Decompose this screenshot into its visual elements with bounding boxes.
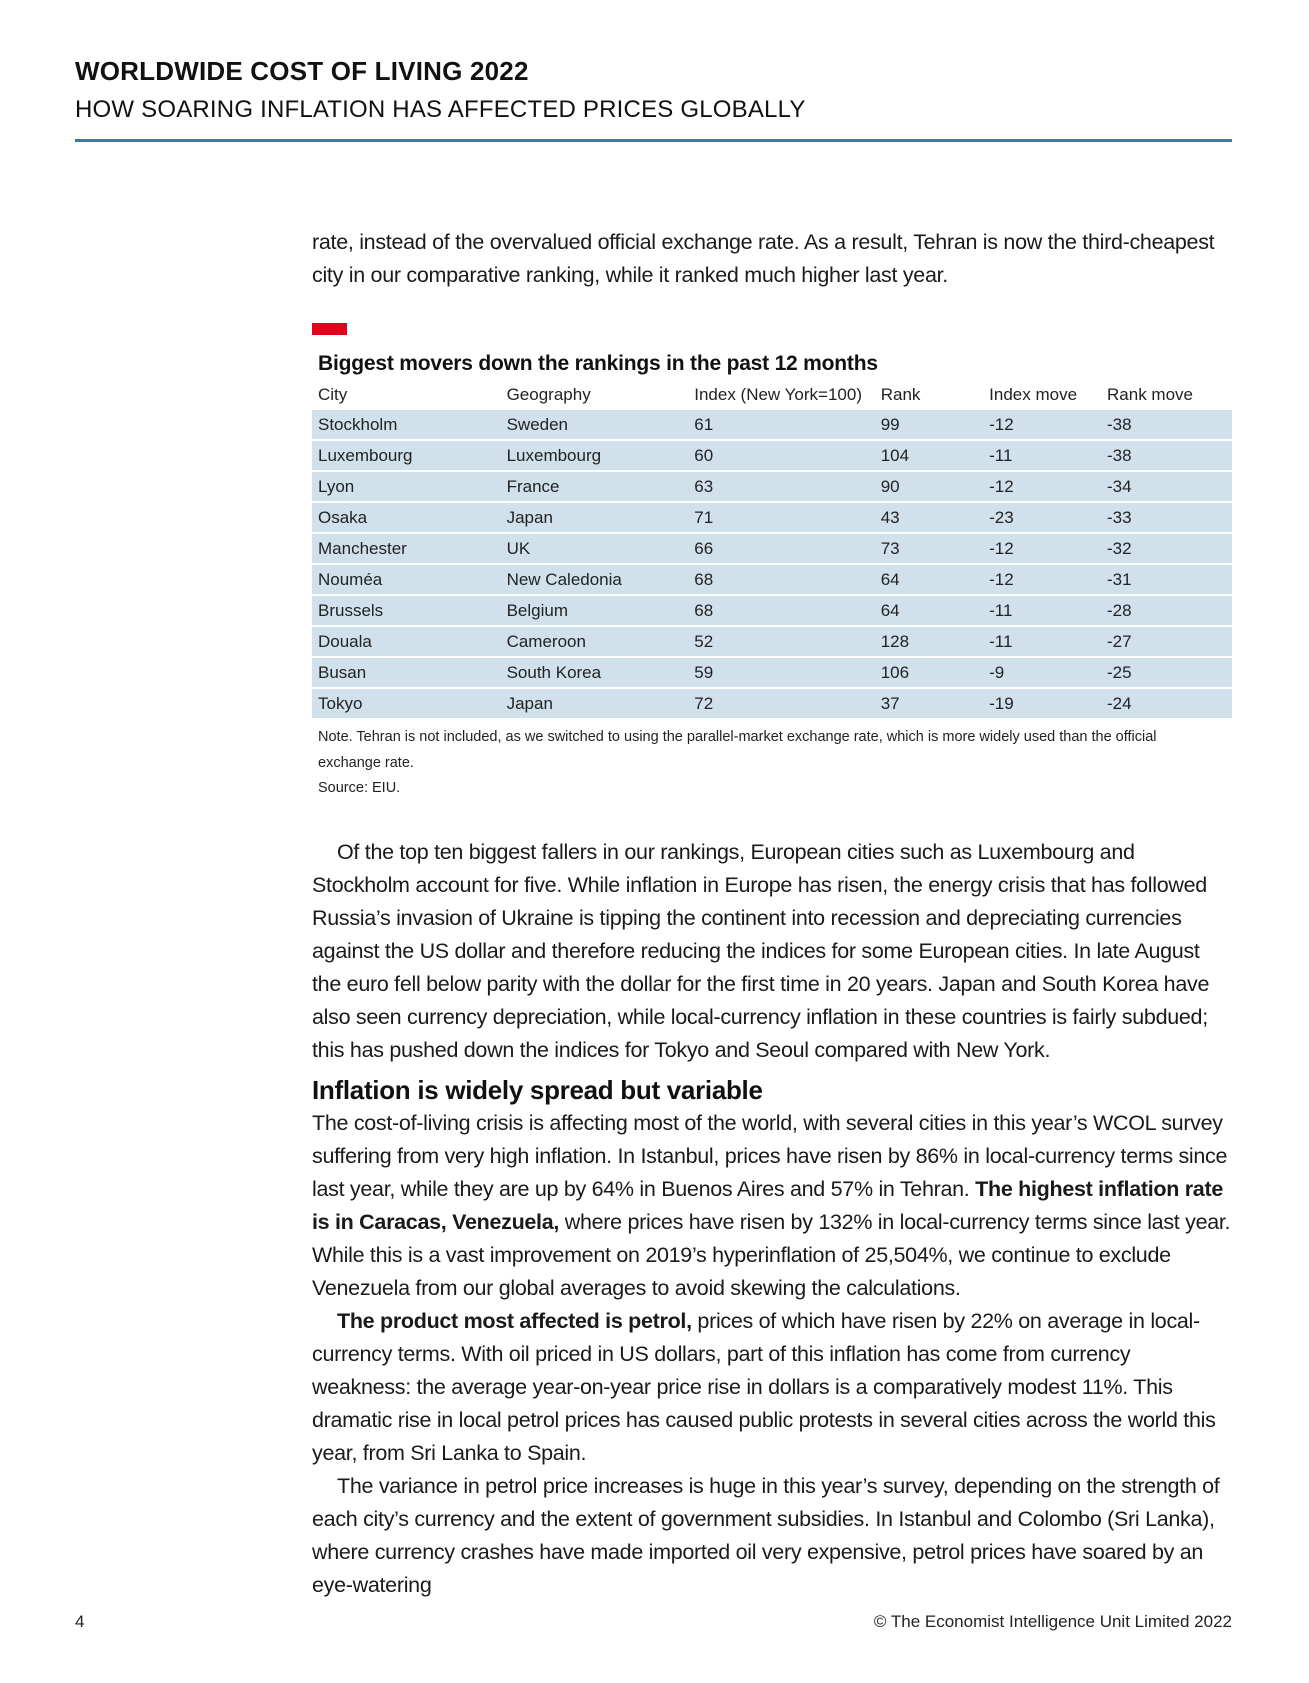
table-cell: 64 — [875, 564, 983, 595]
table-cell: Japan — [501, 502, 689, 533]
table-cell: Douala — [312, 626, 501, 657]
page-number: 4 — [75, 1612, 85, 1631]
table-cell: Manchester — [312, 533, 501, 564]
table-row — [312, 564, 1232, 595]
table-row — [312, 533, 1232, 564]
table-cell: 68 — [688, 564, 874, 595]
table-cell: Osaka — [312, 502, 501, 533]
table-cell: Busan — [312, 657, 501, 688]
table-cell: 43 — [875, 502, 983, 533]
table-cell: 52 — [688, 626, 874, 657]
table-row — [312, 657, 1232, 688]
table-cell: -24 — [1101, 688, 1232, 719]
table-cell: -31 — [1101, 564, 1232, 595]
table-row — [312, 502, 1232, 533]
table-row — [312, 440, 1232, 471]
table-cell: -25 — [1101, 657, 1232, 688]
table-cell: -33 — [1101, 502, 1232, 533]
table-cell: 37 — [875, 688, 983, 719]
table-cell: 71 — [688, 502, 874, 533]
table-cell: Luxembourg — [312, 440, 501, 471]
table-cell: -28 — [1101, 595, 1232, 626]
column-header: City — [318, 385, 348, 404]
table-cell: -12 — [983, 471, 1101, 502]
chart-marker — [312, 323, 347, 335]
paragraph-text: The cost-of-living crisis is affecting most of the world, with several cities in this year’s WCOL survey suffering from very high inflation. In Istanbul, prices have risen by 86% in local-currency terms since last year, while they are up by 64% in Buenos Aires and 57% in Tehran. — [312, 1111, 1228, 1201]
table-cell: Tokyo — [312, 688, 501, 719]
paragraph-text: prices of which have risen by 22% on average in local-currency terms. With oil priced in US dollars, part of this inflation has come from currency weakness: the average year-on-year price rise in dollars is a comparatively modest 11%. This dramatic rise in local petrol prices has caused public protests in several cities across the world this year, from Sri Lanka to Spain. — [312, 1309, 1216, 1465]
table-cell: 99 — [875, 410, 983, 440]
table-cell: 59 — [688, 657, 874, 688]
section-heading: Inflation is widely spread but variable — [312, 1075, 763, 1105]
table-row — [312, 410, 1232, 440]
intro-paragraph: rate, instead of the overvalued official exchange rate. As a result, Tehran is now the third-cheapest city in our comparative ranking, while it ranked much higher last year. — [312, 230, 1215, 287]
paragraph-fallers: Of the top ten biggest fallers in our rankings, European cities such as Luxembourg and Stockholm account for five. While inflation in Europe has risen, the energy crisis that has followed Russia’s invasion of Ukraine is tipping the continent into recession and depreciating currencies against the US dollar and therefore reducing the indices for some European cities. In late August the euro fell below parity with the dollar for the first time in 20 years. Japan and South Korea have also seen currency depreciation, while local-currency inflation in these countries is fairly subdued; this has pushed down the indices for Tokyo and Seoul compared with New York. — [312, 840, 1210, 1062]
table-cell: Belgium — [501, 595, 689, 626]
table-cell: -27 — [1101, 626, 1232, 657]
table-cell: -23 — [983, 502, 1101, 533]
table-cell: Brussels — [312, 595, 501, 626]
table-note: Note. Tehran is not included, as we switched to using the parallel-market exchange rate, which is more widely used than the official exchange rate. — [318, 729, 1157, 771]
column-header: Index (New York=100) — [694, 385, 862, 404]
table-cell: -38 — [1101, 410, 1232, 440]
table-source: Source: EIU. — [318, 780, 401, 796]
column-header: Rank move — [1107, 385, 1193, 404]
table-cell: -11 — [983, 595, 1101, 626]
table-cell: Nouméa — [312, 564, 501, 595]
table-cell: New Caledonia — [501, 564, 689, 595]
bold-highlight: The highest inflation rate is in Caracas, Venezuela, — [312, 1177, 1223, 1234]
table-cell: 64 — [875, 595, 983, 626]
table-cell: 63 — [688, 471, 874, 502]
report-title: WORLDWIDE COST OF LIVING 2022 — [75, 56, 529, 86]
table-cell: Stockholm — [312, 410, 501, 440]
table-cell: -12 — [983, 410, 1101, 440]
table-cell: -38 — [1101, 440, 1232, 471]
column-header: Geography — [506, 385, 591, 404]
table-cell: 73 — [875, 533, 983, 564]
table-header-row — [312, 380, 1232, 410]
table-row — [312, 688, 1232, 719]
table-cell: -32 — [1101, 533, 1232, 564]
intro-block — [312, 226, 1232, 292]
table-cell: -34 — [1101, 471, 1232, 502]
copyright: © The Economist Intelligence Unit Limited 2022 — [873, 1612, 1232, 1631]
bold-highlight: The product most affected is petrol, — [337, 1309, 692, 1333]
table-cell: -12 — [983, 564, 1101, 595]
table-cell: Cameroon — [501, 626, 689, 657]
table-cell: 128 — [875, 626, 983, 657]
table-title: Biggest movers down the rankings in the past 12 months — [318, 352, 878, 375]
table-cell: 72 — [688, 688, 874, 719]
table-cell: -9 — [983, 657, 1101, 688]
table-cell: -11 — [983, 440, 1101, 471]
column-header: Index move — [989, 385, 1078, 404]
table-cell: South Korea — [501, 657, 689, 688]
table-row — [312, 626, 1232, 657]
table-cell: -19 — [983, 688, 1101, 719]
table-cell: 104 — [875, 440, 983, 471]
table-cell: France — [501, 471, 689, 502]
column-header: Rank — [880, 385, 921, 404]
movers-table — [312, 380, 1232, 720]
table-row — [312, 471, 1232, 502]
table-cell: UK — [501, 533, 689, 564]
table-cell: Japan — [501, 688, 689, 719]
table-cell: 68 — [688, 595, 874, 626]
paragraph-inflation — [312, 1107, 1232, 1305]
header-divider — [75, 139, 1232, 142]
table-row — [312, 595, 1232, 626]
table-cell: 90 — [875, 471, 983, 502]
table-cell: 60 — [688, 440, 874, 471]
article-body — [312, 836, 1232, 1602]
table-cell: Luxembourg — [501, 440, 689, 471]
table-cell: -11 — [983, 626, 1101, 657]
table-cell: 66 — [688, 533, 874, 564]
paragraph-text: where prices have risen by 132% in local-currency terms since last year. While this is a vast improvement on 2019’s hyperinflation of 25,504%, we continue to exclude Venezuela from our global averages to avoid skewing the calculations. — [312, 1210, 1231, 1300]
table-cell: 61 — [688, 410, 874, 440]
table-cell: 106 — [875, 657, 983, 688]
table-cell: -12 — [983, 533, 1101, 564]
report-subtitle: HOW SOARING INFLATION HAS AFFECTED PRICES GLOBALLY — [75, 96, 806, 123]
paragraph-petrol — [312, 1305, 1232, 1470]
table-cell: Sweden — [501, 410, 689, 440]
paragraph-variance: The variance in petrol price increases is huge in this year’s survey, depending on the strength of each city’s currency and the extent of government subsidies. In Istanbul and Colombo (Sri Lanka), where currency crashes have made imported oil very expensive, petrol prices have soared by an eye-watering — [312, 1474, 1220, 1597]
table-cell: Lyon — [312, 471, 501, 502]
